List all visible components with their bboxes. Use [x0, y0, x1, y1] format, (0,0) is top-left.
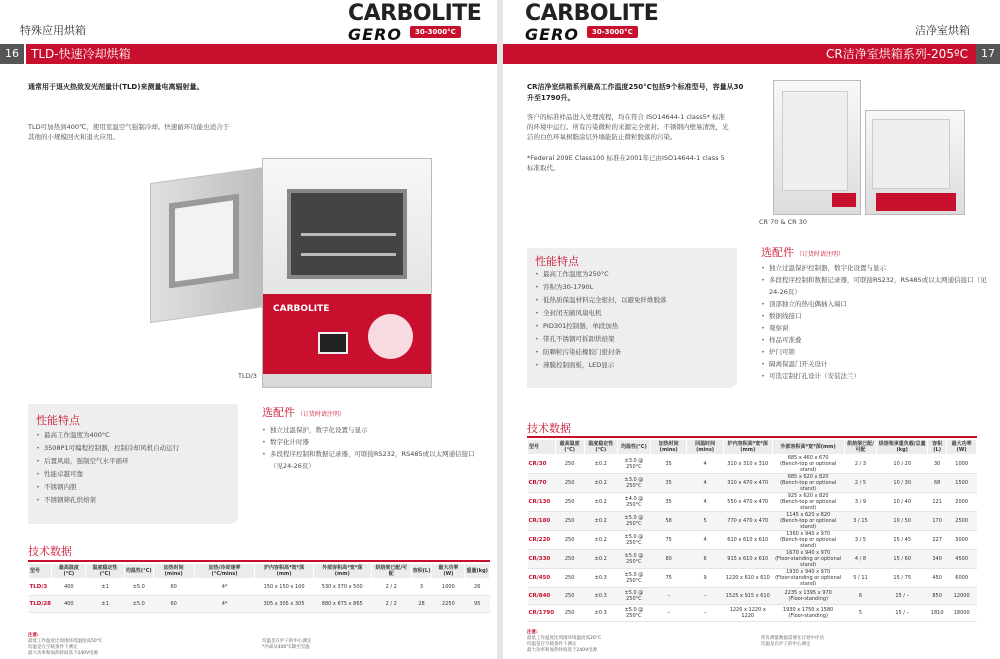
- note-item: 均温是在空载条件下测定: [527, 642, 577, 647]
- description-line: 其他的小规模回火和退火应用。: [28, 133, 119, 141]
- table-cell: 12000: [947, 588, 977, 605]
- table-cell: ±1: [86, 579, 125, 596]
- table-cell: 30: [927, 455, 946, 474]
- table-header-cell: 回温时间(mins): [687, 440, 723, 455]
- table-header-cell: 烘焙架已配/可配: [844, 440, 877, 455]
- table-header-cell: 温度稳定性(°C): [86, 564, 125, 579]
- section-label: 特殊应用烘箱: [20, 24, 86, 37]
- left-page: [0, 0, 497, 659]
- table-cell: 170: [927, 512, 946, 531]
- option-item: • 数字化计时器: [262, 436, 487, 448]
- table-cell: ±4.0 @ 250°C: [617, 493, 650, 512]
- table-header-cell: 温度稳定性(°C): [584, 440, 617, 455]
- table-row: [528, 605, 977, 622]
- table-cell: 4: [687, 531, 723, 550]
- table-cell: 5: [687, 512, 723, 531]
- note-item: 均温是在空载条件下测定: [28, 645, 78, 650]
- feature-item: • 最高工作温度为250°C: [535, 268, 730, 281]
- features-title: 性能特点: [535, 255, 579, 268]
- table-cell: 1145 x 620 x 820 (Bench-top or optional stand): [772, 512, 844, 531]
- option-item: • 顶部独立的热电偶插入端口: [761, 298, 989, 310]
- table-cell: 400: [52, 596, 86, 613]
- table-cell: 2 / 2: [371, 579, 411, 596]
- table-cell: 925 x 620 x 820 (Bench-top or optional stand): [772, 493, 844, 512]
- table-header-row: [528, 440, 977, 455]
- option-item: • 炉门可锁: [761, 346, 989, 358]
- model-cell: CR/1790: [528, 605, 556, 622]
- table-cell: 340: [927, 550, 946, 569]
- option-item: • 独立过温保护，数字化设置与显示: [262, 424, 487, 436]
- table-cell: 2000: [947, 493, 977, 512]
- feature-item: • 最高工作温度为400°C: [36, 429, 231, 442]
- footnote-line: 标准取代。: [527, 164, 560, 172]
- logo-range-badge: 30-3000°C: [587, 26, 638, 38]
- table-cell: ±5.0: [124, 579, 153, 596]
- table-header-cell: 烘焙架承重负载/总量(kg): [878, 441, 926, 453]
- table-cell: 250: [555, 550, 584, 569]
- brand-logo: [348, 1, 482, 44]
- table-cell: 685 x 620 x 820 (Bench-top or optional stand): [772, 474, 844, 493]
- table-cell: 310 x 470 x 470: [723, 474, 772, 493]
- intro-line: 升至1790升。: [527, 94, 575, 102]
- table-cell: 1810: [927, 605, 946, 622]
- option-item: • 隔离保温门开关设计: [761, 358, 989, 370]
- table-cell: 3000: [947, 531, 977, 550]
- oven-cr30: [865, 110, 965, 215]
- logo-range-badge: 30-3000°C: [410, 26, 461, 38]
- page-header-bar: CR洁净室烘箱系列-205ºC: [503, 44, 976, 64]
- table-cell: 1220 x 610 x 610: [723, 569, 772, 588]
- table-cell: ±0.3: [584, 605, 617, 622]
- tech-data-rule: [28, 560, 490, 562]
- note-item: 最大功率和加热时间基于240V电源: [28, 651, 99, 656]
- table-cell: 6: [687, 550, 723, 569]
- options-note: （订货时请注明）: [796, 251, 845, 258]
- table-cell: 250: [555, 512, 584, 531]
- logo-carbolite: CARBOLITE: [348, 1, 482, 26]
- table-cell: 250: [555, 531, 584, 550]
- table-cell: 60: [153, 596, 194, 613]
- note-item: 最大功率和加热时间基于240V电源: [527, 648, 598, 653]
- table-cell: 310 x 310 x 310: [723, 455, 772, 474]
- note-item: 所有测量数据需要在计划中评估: [761, 636, 824, 641]
- description-paragraph: [527, 112, 767, 142]
- table-cell: ±0.2: [584, 493, 617, 512]
- table-cell: ±5.0 @ 250°C: [617, 588, 650, 605]
- page-number: 17: [976, 44, 1000, 64]
- table-cell: ±3.0 @ 250°C: [617, 474, 650, 493]
- feature-item: • 全封闭无刷风扇电机: [535, 307, 730, 320]
- product-photo-cr: [773, 80, 973, 220]
- table-header-cell: 炉内容积高*宽*深(mm): [255, 564, 313, 579]
- intro-text: [527, 82, 757, 104]
- table-row: [528, 588, 977, 605]
- description-line: TLD可加热到400℃，使用室温空气强制冷却。快速循环功能也适合于: [28, 123, 230, 131]
- table-cell: 60: [153, 579, 194, 596]
- footnote-line: *Federal 209E Class100 标准在2001年已由ISO14644-1 class 5: [527, 154, 725, 162]
- table-cell: 10 / 20: [877, 455, 928, 474]
- table-cell: ±5.0 @ 250°C: [617, 605, 650, 622]
- note-item: 均温是在炉子的中心测定: [262, 639, 312, 644]
- logo-gero: GERO: [348, 25, 402, 44]
- model-cell: CR/220: [528, 531, 556, 550]
- feature-item: • 3508P1可编程控制器，控制冷却风机自动运行: [36, 442, 231, 455]
- description-line: 洁的白色环氧树脂涂层外墙能防止微粒脱落的污染。: [527, 133, 677, 141]
- photo-caption: TLD/3: [238, 372, 257, 380]
- description-paragraph: [28, 122, 258, 142]
- feature-item: • 薄膜控制面板，LED显示: [535, 359, 730, 372]
- table-cell: –: [650, 588, 686, 605]
- table-cell: 4: [687, 493, 723, 512]
- oven-body: [262, 158, 432, 388]
- table-cell: 400: [52, 579, 86, 596]
- table-cell: 6: [844, 588, 877, 605]
- table-cell: 450: [927, 569, 946, 588]
- brand-logo: [525, 1, 659, 44]
- table-cell: 15 / 75: [877, 569, 928, 588]
- feature-item: • 低热质保温材料完全密封，以避免纤维脱落: [535, 294, 730, 307]
- table-cell: 3: [411, 579, 432, 596]
- option-item: • 多段程序控制和数据记录器，可联接RS232，RS485或以太网通信接口（见24-26页）: [761, 274, 989, 298]
- table-cell: 2235 x 1395 x 970 (Floor-standing): [772, 588, 844, 605]
- option-item: • 样品可准叠: [761, 334, 989, 346]
- options-title: [761, 244, 844, 260]
- table-header-cell: 最高温度(°C): [52, 564, 86, 579]
- model-cell: CR/180: [528, 512, 556, 531]
- spec-table-cr: [527, 439, 977, 622]
- table-cell: 3 / 9: [844, 493, 877, 512]
- note-item: 最低工作温度比周围环境温度高50°C: [28, 639, 103, 644]
- table-header-row: [29, 564, 490, 579]
- table-cell: 4: [687, 474, 723, 493]
- table-header-cell: 烘焙架已配/可配: [371, 564, 411, 579]
- table-cell: 1000: [947, 455, 977, 474]
- table-cell: 770 x 470 x 470: [723, 512, 772, 531]
- table-row: [528, 531, 977, 550]
- table-cell: 2 / 5: [844, 474, 877, 493]
- table-cell: 6000: [947, 569, 977, 588]
- note-item: 均温是在炉子的中心测定: [761, 642, 811, 647]
- table-header-cell: 加热/冷却速率(°C/mins): [194, 564, 255, 579]
- oven-logo: CARBOLITE: [273, 304, 330, 314]
- options-title: [262, 404, 345, 420]
- oven-door-open: [150, 167, 265, 323]
- options-note: （订货时请注明）: [297, 411, 346, 418]
- table-cell: ±0.2: [584, 455, 617, 474]
- table-cell: 2 / 3: [844, 455, 877, 474]
- table-cell: 15 / 45: [877, 531, 928, 550]
- table-header-cell: 均温性(°C): [617, 440, 650, 455]
- table-cell: 610 x 610 x 610: [723, 531, 772, 550]
- table-cell: ±3.0 @ 250°C: [617, 455, 650, 474]
- table-cell: 4*: [194, 579, 255, 596]
- table-cell: 10 / 30: [877, 474, 928, 493]
- table-header-cell: 型号: [528, 440, 556, 455]
- table-cell: 305 x 305 x 305: [255, 596, 313, 613]
- model-cell: CR/330: [528, 550, 556, 569]
- option-item: • 独立过温保护控制器，数字化设置与显示: [761, 262, 989, 274]
- table-cell: 1000: [432, 579, 465, 596]
- table-cell: ±5.0: [124, 596, 153, 613]
- logo-gero: GERO: [525, 25, 579, 44]
- table-cell: 1360 x 940 x 970 (Bench-top or optional stand): [772, 531, 844, 550]
- table-cell: 2 / 2: [371, 596, 411, 613]
- notes-block: [527, 630, 747, 654]
- options-title-text: 选配件: [761, 246, 794, 259]
- table-cell: 80: [650, 550, 686, 569]
- table-cell: 530 x 370 x 500: [313, 579, 371, 596]
- model-cell: CR/70: [528, 474, 556, 493]
- feature-item: • PID301控制器，单段加热: [535, 320, 730, 333]
- table-header-cell: 重量(kg): [465, 564, 490, 579]
- table-cell: 35: [650, 493, 686, 512]
- model-cell: CR/450: [528, 569, 556, 588]
- table-header-cell: 外部容积高*宽*深(mm): [313, 564, 371, 579]
- table-cell: 2250: [432, 596, 465, 613]
- table-header-cell: 容积(L): [927, 440, 946, 455]
- feature-item: • 防颗粒污染硅橡胶门密封条: [535, 346, 730, 359]
- table-cell: ±0.2: [584, 550, 617, 569]
- table-cell: 15 / –: [877, 588, 928, 605]
- section-label: 洁净室烘箱: [915, 24, 970, 37]
- table-cell: 10 / 50: [877, 512, 928, 531]
- table-cell: 250: [555, 569, 584, 588]
- page-number: 16: [0, 44, 24, 64]
- table-header-cell: 最大功率(W): [947, 440, 977, 455]
- table-cell: 9: [687, 569, 723, 588]
- note-item: 最低工作温度比周围环境温度高20°C: [527, 636, 602, 641]
- model-cell: TLD/3: [29, 579, 52, 596]
- table-cell: 4 / 8: [844, 550, 877, 569]
- table-cell: 75: [650, 569, 686, 588]
- table-cell: ±5.0 @ 250°C: [617, 569, 650, 588]
- tech-data-title: 技术数据: [527, 422, 571, 435]
- table-cell: –: [650, 605, 686, 622]
- table-cell: ±5.0 @ 250°C: [617, 512, 650, 531]
- notes-block: [28, 633, 248, 657]
- table-cell: 18000: [947, 605, 977, 622]
- table-cell: 685 x 460 x 670 (Bench-top or optional stand): [772, 455, 844, 474]
- table-cell: 850: [927, 588, 946, 605]
- table-cell: 1500: [947, 474, 977, 493]
- table-cell: 58: [650, 512, 686, 531]
- oven-cr70: [773, 80, 861, 215]
- features-list: [36, 429, 231, 507]
- feature-item: • 不锈钢内胆: [36, 481, 231, 494]
- table-cell: 1930 x 1750 x 1580 (Floor-standing): [772, 605, 844, 622]
- spec-table-tld: [28, 563, 490, 613]
- table-row: [29, 596, 490, 613]
- table-cell: 4: [687, 455, 723, 474]
- table-cell: 1220 x 1220 x 1220: [723, 605, 772, 622]
- intro-text: 通常用于退火热致发光剂量计(TLD)来测量电离辐射量。: [28, 83, 204, 91]
- notes-block-secondary: [262, 639, 462, 651]
- table-cell: 121: [927, 493, 946, 512]
- table-cell: 915 x 610 x 610: [723, 550, 772, 569]
- table-row: [528, 493, 977, 512]
- table-cell: –: [687, 605, 723, 622]
- table-cell: 1525 x 915 x 610: [723, 588, 772, 605]
- feature-item: • 不锈钢筛孔烘焙架: [36, 494, 231, 507]
- photo-caption: CR 70 & CR 30: [759, 218, 807, 226]
- options-list: [761, 262, 989, 382]
- product-photo-tld: [150, 150, 490, 390]
- description-line: 客户的标准样品进入处理流程，均在符合 ISO14644-1 class5* 标准: [527, 113, 726, 121]
- options-list: [262, 424, 487, 472]
- table-cell: 250: [555, 455, 584, 474]
- table-cell: ±1: [86, 596, 125, 613]
- model-cell: TLD/28: [29, 596, 52, 613]
- table-cell: ±0.2: [584, 474, 617, 493]
- table-header-cell: 最高温度(°C): [555, 440, 584, 455]
- feature-item: • 后置风扇，强制空气水平循环: [36, 455, 231, 468]
- features-list: [535, 268, 730, 372]
- model-cell: CR/130: [528, 493, 556, 512]
- table-cell: 4500: [947, 550, 977, 569]
- oven-control-panel: [263, 294, 431, 374]
- table-row: [528, 550, 977, 569]
- option-item: • 观察窗: [761, 322, 989, 334]
- table-row: [528, 569, 977, 588]
- table-cell: 250: [555, 605, 584, 622]
- table-cell: 550 x 470 x 470: [723, 493, 772, 512]
- feature-item: • 性能卓越可靠: [36, 468, 231, 481]
- table-cell: ±0.3: [584, 588, 617, 605]
- table-cell: ±0.2: [584, 531, 617, 550]
- option-item: • 数据线接口: [761, 310, 989, 322]
- table-header-cell: 均温性(°C): [124, 564, 153, 579]
- table-row: [528, 455, 977, 474]
- table-header-cell: 容积(L): [411, 564, 432, 579]
- table-cell: ±5.0 @ 250°C: [617, 531, 650, 550]
- feature-item: • 带孔不锈钢可拆卸烘焙架: [535, 333, 730, 346]
- table-cell: 75: [650, 531, 686, 550]
- table-cell: 3 / 5: [844, 531, 877, 550]
- table-cell: 28: [411, 596, 432, 613]
- table-header-cell: 型号: [29, 564, 52, 579]
- table-row: [29, 579, 490, 596]
- table-cell: 5: [844, 605, 877, 622]
- table-cell: 250: [555, 588, 584, 605]
- page-header-bar: TLD-快速冷却烘箱: [26, 44, 497, 64]
- table-cell: ±5.0 @ 250°C: [617, 550, 650, 569]
- options-title-text: 选配件: [262, 406, 295, 419]
- table-cell: 250: [555, 474, 584, 493]
- tech-data-rule: [527, 436, 977, 438]
- table-row: [528, 512, 977, 531]
- table-cell: 1930 x 940 x 970 (Floor-standing or optional stand): [772, 569, 844, 588]
- table-cell: 1670 x 940 x 970 (Floor-standing or optional stand): [772, 550, 844, 569]
- option-item: • 可选定制打孔设计（安装法兰）: [761, 370, 989, 382]
- table-cell: 15 / 60: [877, 550, 928, 569]
- description-line: 的环境中运行。所有污染微粒的来源完全密封。不锈钢内壁易清洗，光: [527, 123, 729, 131]
- table-cell: 26: [465, 579, 490, 596]
- table-header-cell: 加热时间(mins): [153, 564, 194, 579]
- table-cell: 95: [465, 596, 490, 613]
- table-cell: ±0.3: [584, 569, 617, 588]
- table-cell: 4*: [194, 596, 255, 613]
- note-item: *冷却从400°C降至室温: [262, 645, 310, 650]
- table-cell: 10 / 40: [877, 493, 928, 512]
- notes-title: 注意:: [28, 633, 39, 638]
- table-cell: 68: [927, 474, 946, 493]
- table-cell: 3 / 15: [844, 512, 877, 531]
- table-cell: 35: [650, 474, 686, 493]
- table-cell: 15 / –: [877, 605, 928, 622]
- table-header-cell: 最大功率(W): [432, 564, 465, 579]
- table-cell: 227: [927, 531, 946, 550]
- right-page: [503, 0, 1000, 659]
- footnote-paragraph: [527, 153, 767, 173]
- table-cell: 880 x 675 x 865: [313, 596, 371, 613]
- notes-title: 注意:: [527, 630, 538, 635]
- table-cell: 2500: [947, 512, 977, 531]
- logo-carbolite: CARBOLITE: [525, 1, 659, 26]
- model-cell: CR/840: [528, 588, 556, 605]
- option-item: • 多段程序控制和数据记录器，可联接RS232，RS485或以太网通信接口（见24-26页）: [262, 448, 487, 472]
- table-cell: 150 x 150 x 100: [255, 579, 313, 596]
- table-header-cell: 炉内容积高*宽*深(mm): [723, 440, 772, 455]
- table-cell: 35: [650, 455, 686, 474]
- table-header-cell: 外部容积高*宽*深(mm): [772, 440, 844, 455]
- features-title: 性能特点: [36, 414, 80, 427]
- table-row: [528, 474, 977, 493]
- tech-data-title: 技术数据: [28, 545, 72, 558]
- table-header-cell: 加热时间(mins): [650, 440, 686, 455]
- table-cell: 250: [555, 493, 584, 512]
- feature-item: • 容积为30-1790L: [535, 281, 730, 294]
- table-cell: ±0.2: [584, 512, 617, 531]
- notes-block-secondary: [761, 636, 961, 648]
- intro-line: CR洁净室烘箱系列最高工作温度250°C包括9个标准型号，容量从30: [527, 83, 744, 91]
- model-cell: CR/30: [528, 455, 556, 474]
- table-cell: –: [687, 588, 723, 605]
- table-cell: 5 / 11: [844, 569, 877, 588]
